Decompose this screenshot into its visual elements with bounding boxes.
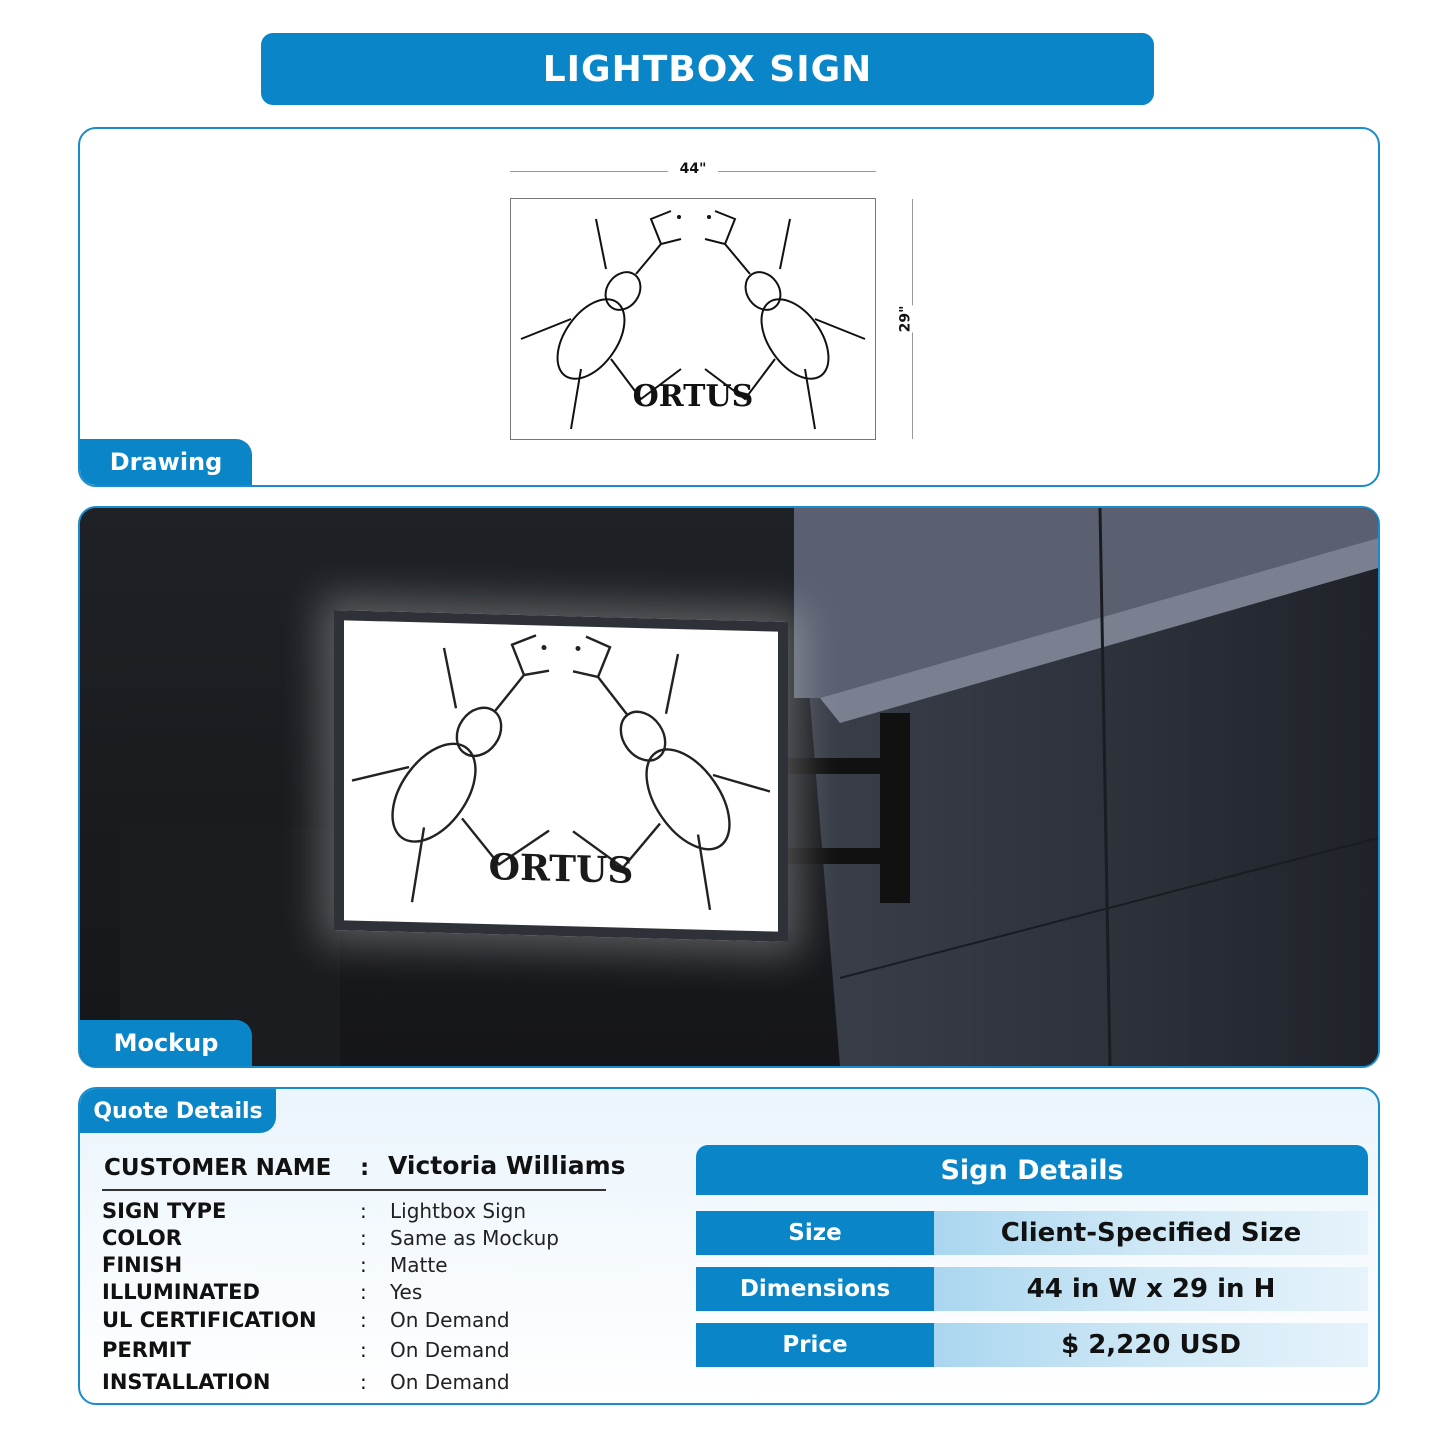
sign-details-key: Price — [696, 1323, 934, 1367]
sign-details-row — [696, 1267, 1368, 1311]
detail-label: PERMIT — [102, 1338, 191, 1362]
colon: : — [360, 1155, 370, 1181]
detail-label: ILLUMINATED — [102, 1280, 260, 1304]
drawing-brand-text: ORTUS — [632, 379, 754, 414]
detail-label: FINISH — [102, 1253, 183, 1277]
detail-label: UL CERTIFICATION — [102, 1308, 317, 1332]
colon: : — [360, 1308, 367, 1332]
mockup-brand-text: ORTUS — [488, 846, 634, 892]
sign-details-value: $ 2,220 USD — [934, 1323, 1368, 1367]
height-dimension-label: 29" — [897, 305, 914, 333]
detail-row — [102, 1253, 602, 1281]
drawing-panel — [78, 127, 1380, 487]
detail-row — [102, 1338, 602, 1366]
detail-value: On Demand — [390, 1370, 510, 1394]
detail-label: INSTALLATION — [102, 1370, 271, 1394]
detail-label: COLOR — [102, 1226, 182, 1250]
tab-mockup[interactable]: Mockup — [80, 1020, 252, 1066]
sign-details-title: Sign Details — [696, 1145, 1368, 1195]
quote-panel — [78, 1087, 1380, 1405]
divider — [102, 1189, 606, 1191]
detail-value: Yes — [390, 1280, 423, 1304]
detail-value: On Demand — [390, 1338, 510, 1362]
colon: : — [360, 1280, 367, 1304]
sign-details-key: Size — [696, 1211, 934, 1255]
colon: : — [360, 1370, 367, 1394]
width-dimension-label: 44" — [668, 161, 718, 177]
tab-quote-details[interactable]: Quote Details — [80, 1089, 276, 1133]
lightbox-sign — [334, 610, 788, 942]
sign-details-value: 44 in W x 29 in H — [934, 1267, 1368, 1311]
detail-row — [102, 1280, 602, 1308]
sign-details-row — [696, 1211, 1368, 1255]
tab-drawing[interactable]: Drawing — [80, 439, 252, 485]
sign-details-row — [696, 1323, 1368, 1367]
sign-drawing — [510, 198, 876, 440]
detail-label: SIGN TYPE — [102, 1199, 227, 1223]
customer-name-label: CUSTOMER NAME — [104, 1155, 332, 1181]
detail-value: On Demand — [390, 1308, 510, 1332]
colon: : — [360, 1226, 367, 1250]
colon: : — [360, 1199, 367, 1223]
page-title: LIGHTBOX SIGN — [261, 33, 1154, 105]
detail-row — [102, 1370, 602, 1398]
colon: : — [360, 1253, 367, 1277]
detail-value: Matte — [390, 1253, 448, 1277]
detail-row — [102, 1199, 602, 1227]
colon: : — [360, 1338, 367, 1362]
customer-name-value: Victoria Williams — [388, 1151, 626, 1180]
detail-row — [102, 1226, 602, 1254]
detail-row — [102, 1308, 602, 1336]
detail-value: Lightbox Sign — [390, 1199, 527, 1223]
detail-value: Same as Mockup — [390, 1226, 559, 1250]
sign-details-value: Client-Specified Size — [934, 1211, 1368, 1255]
sign-details-key: Dimensions — [696, 1267, 934, 1311]
mockup-panel — [78, 506, 1380, 1068]
